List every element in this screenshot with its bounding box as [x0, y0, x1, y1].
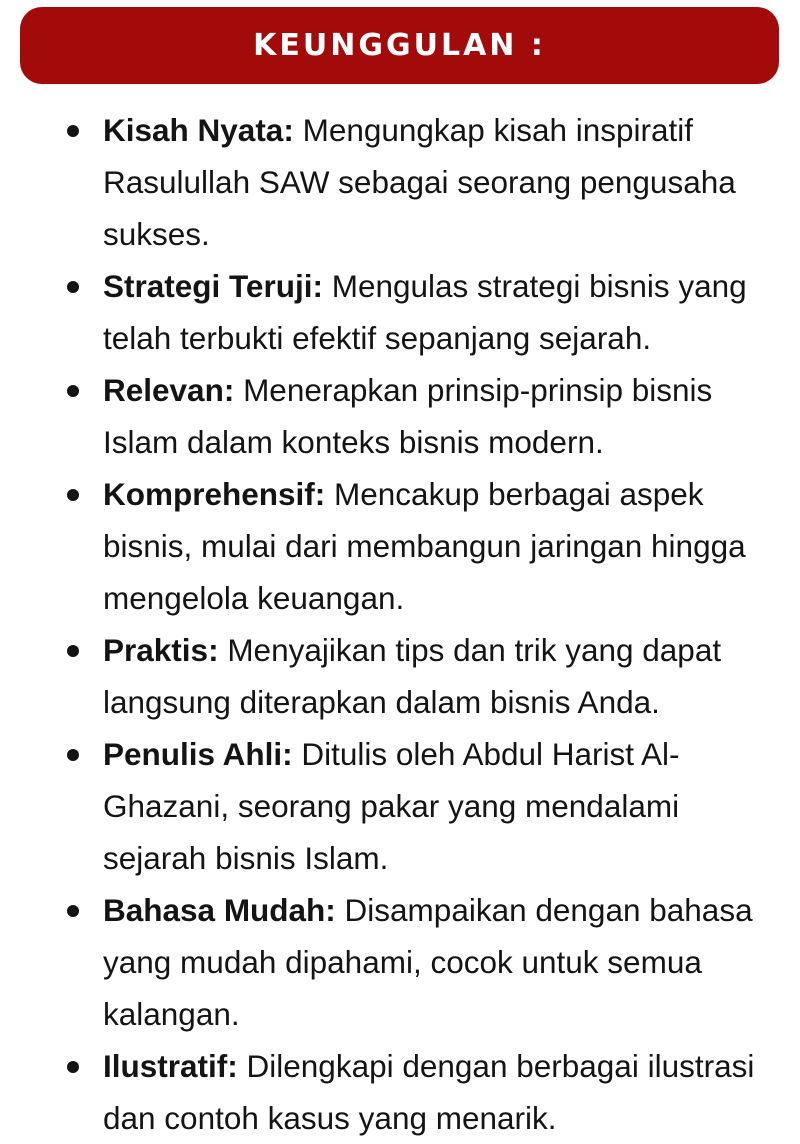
feature-description: Menerapkan prinsip-prinsip bisnis Islam dalam konteks bisnis modern.: [103, 372, 713, 460]
feature-item-praktis: [0, 624, 800, 728]
feature-item-penulis-ahli: [0, 728, 800, 884]
feature-item-relevan: [0, 364, 800, 468]
feature-term: Kisah Nyata:: [103, 112, 303, 148]
feature-term: Relevan:: [103, 372, 244, 408]
bullet-icon: [67, 489, 79, 501]
section-title: KEUNGGULAN :: [253, 28, 546, 63]
feature-term: Penulis Ahli:: [103, 736, 302, 772]
bullet-icon: [67, 749, 79, 761]
feature-description: Mengungkap kisah inspiratif Rasulullah SAW sebagai seorang pengusaha sukses.: [103, 112, 736, 252]
feature-term: Bahasa Mudah:: [103, 892, 345, 928]
bullet-icon: [67, 385, 79, 397]
feature-description: Menyajikan tips dan trik yang dapat langsung diterapkan dalam bisnis Anda.: [103, 632, 722, 720]
feature-item-komprehensif: [0, 468, 800, 624]
bullet-icon: [67, 125, 79, 137]
feature-term: Komprehensif:: [103, 476, 335, 512]
bullet-icon: [67, 281, 79, 293]
feature-description: Disampaikan dengan bahasa yang mudah dipahami, cocok untuk semua kalangan.: [103, 892, 753, 1032]
feature-item-kisah-nyata: [0, 104, 800, 260]
feature-description: Dilengkapi dengan berbagai ilustrasi dan contoh kasus yang menarik.: [103, 1048, 755, 1136]
bullet-icon: [67, 1061, 79, 1073]
header-banner: [20, 7, 779, 84]
feature-term: Praktis:: [103, 632, 228, 668]
feature-description: Mengulas strategi bisnis yang telah terbukti efektif sepanjang sejarah.: [103, 268, 747, 356]
feature-item-ilustratif: [0, 1040, 800, 1144]
bullet-icon: [67, 645, 79, 657]
feature-item-strategi-teruji: [0, 260, 800, 364]
feature-term: Strategi Teruji:: [103, 268, 332, 304]
feature-item-bahasa-mudah: [0, 884, 800, 1040]
feature-description: Ditulis oleh Abdul Harist Al-Ghazani, seorang pakar yang mendalami sejarah bisnis Islam.: [103, 736, 680, 876]
feature-list: [0, 104, 800, 1144]
feature-term: Ilustratif:: [103, 1048, 247, 1084]
feature-description: Mencakup berbagai aspek bisnis, mulai dari membangun jaringan hingga mengelola keuangan.: [103, 476, 746, 616]
bullet-icon: [67, 905, 79, 917]
